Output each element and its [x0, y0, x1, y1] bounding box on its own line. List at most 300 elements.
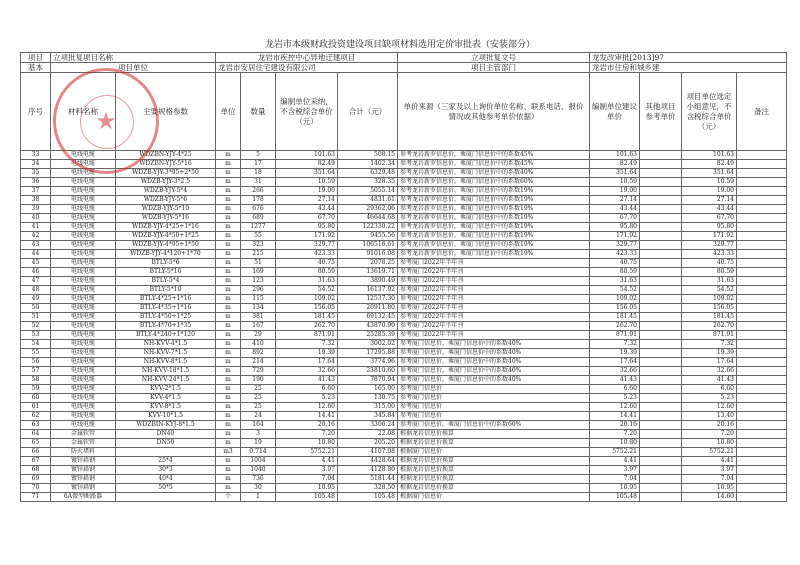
table-cell: 7.04 [682, 475, 737, 484]
table-cell: 4.41 [276, 457, 338, 466]
table-cell [640, 331, 682, 340]
table-cell: 1004 [241, 457, 276, 466]
table-cell: 18 [241, 169, 276, 178]
table-cell: NH-KVV-8*1.5 [116, 358, 216, 367]
table-cell: 67.70 [682, 214, 737, 223]
table-cell: 个 [216, 493, 241, 502]
table-cell: 参考龙岩新罗信息价，乘厦门信息价中的系数19% [398, 250, 590, 259]
table-cell: 71 [21, 493, 51, 502]
column-header: 编制单位采纳，不含税综合单价（元） [276, 73, 338, 151]
table-cell: 17.64 [276, 358, 338, 367]
table-row [21, 268, 787, 277]
table-cell: 电线电缆 [51, 385, 116, 394]
table-cell: 95.80 [276, 223, 338, 232]
table-row [21, 484, 787, 493]
table-cell: 69 [21, 475, 51, 484]
table-cell: 参考厦门信息价，乘厦门信息价中的系数60% [398, 421, 590, 430]
table-cell: 参考厦门信息价 [398, 412, 590, 421]
table-cell: 60 [21, 394, 51, 403]
table-cell: 49 [21, 295, 51, 304]
table-cell: 32.66 [590, 367, 640, 376]
table-cell [640, 439, 682, 448]
table-cell: 电线电缆 [51, 358, 116, 367]
table-cell: 电线电缆 [51, 250, 116, 259]
table-cell: 101.63 [682, 151, 737, 160]
info-value: 龙岩市疾控中心异地迁建项目 [216, 53, 398, 63]
table-cell: 70 [21, 484, 51, 493]
table-cell: 参考龙岩新罗信息价，乘厦门信息价中的系数45% [398, 151, 590, 160]
table-cell: 防火堵料 [51, 448, 116, 457]
table-cell: 25285.39 [338, 331, 398, 340]
table-cell: 14.60 [682, 493, 737, 502]
table-cell: 40.75 [682, 259, 737, 268]
table-cell: WDZBIN-KYJ-8*1.5 [116, 421, 216, 430]
table-cell: 55 [241, 232, 276, 241]
table-cell: 电线电缆 [51, 232, 116, 241]
table-cell: 47 [21, 277, 51, 286]
table-cell: m [216, 268, 241, 277]
table-cell: 5181.44 [338, 475, 398, 484]
table-row [21, 358, 787, 367]
table-cell [640, 160, 682, 169]
table-cell: 101.63 [276, 151, 338, 160]
table-cell: 35 [21, 169, 51, 178]
table-cell: 871.91 [590, 331, 640, 340]
table-cell: 7.32 [590, 340, 640, 349]
table-cell: 82.49 [590, 160, 640, 169]
table-cell: 3890.49 [338, 277, 398, 286]
table-row [21, 367, 787, 376]
table-cell: BTLY-5*10 [116, 286, 216, 295]
table-row [21, 313, 787, 322]
table-cell: 43.44 [276, 205, 338, 214]
table-cell: 参考厦门信息价，乘厦门信息价中的系数40% [398, 367, 590, 376]
table-cell: 381 [241, 313, 276, 322]
table-cell: 参考厦门2022年半年刊 [398, 286, 590, 295]
table-cell: 31 [241, 178, 276, 187]
table-cell: 电线电缆 [51, 340, 116, 349]
table-cell [640, 322, 682, 331]
table-cell: m [216, 430, 241, 439]
table-cell: 45 [21, 259, 51, 268]
table-cell [640, 421, 682, 430]
table-cell: m [216, 484, 241, 493]
table-cell: 参考厦门信息价，乘厦门信息价中的系数40% [398, 376, 590, 385]
table-cell: 电线电缆 [51, 367, 116, 376]
table-cell: WDZB-YJY-4*120+1*70 [116, 250, 216, 259]
column-header: 数量 [241, 73, 276, 151]
table-cell: m [216, 376, 241, 385]
table-cell [737, 277, 787, 286]
table-cell: 43.44 [590, 205, 640, 214]
table-cell: 25*4 [116, 457, 216, 466]
table-cell: WDZB-YJY-5*4 [116, 187, 216, 196]
table-cell: 6.60 [276, 385, 338, 394]
table-cell: DN50 [116, 439, 216, 448]
table-cell: 205.20 [338, 439, 398, 448]
table-cell: m [216, 259, 241, 268]
table-cell: 7870.94 [338, 376, 398, 385]
table-row [21, 223, 787, 232]
table-cell: m [216, 394, 241, 403]
table-cell: m [216, 214, 241, 223]
table-cell [737, 178, 787, 187]
table-cell: 30 [241, 484, 276, 493]
table-cell: 423.33 [590, 250, 640, 259]
table-cell [737, 151, 787, 160]
table-cell [640, 178, 682, 187]
table-cell: 10.80 [590, 439, 640, 448]
table-cell: 参考厦门信息价 [398, 403, 590, 412]
table-cell: 根据龙岩信息价换算 [398, 475, 590, 484]
table-cell: 金属软管 [51, 439, 116, 448]
table-cell: 46644.68 [338, 214, 398, 223]
table-cell: 电线电缆 [51, 277, 116, 286]
table-body [21, 151, 787, 502]
table-cell: m [216, 466, 241, 475]
table-cell: 64 [21, 430, 51, 439]
table-cell: 106516.61 [338, 241, 398, 250]
table-cell: 0.714 [241, 448, 276, 457]
table-cell: 镀锌扁钢 [51, 457, 116, 466]
table-cell [737, 349, 787, 358]
table-cell: 电线电缆 [51, 412, 116, 421]
table-cell: 214 [241, 358, 276, 367]
table-cell [640, 250, 682, 259]
info-value: 龙岩市住房和城乡建 [590, 63, 787, 73]
table-cell: 7.04 [590, 475, 640, 484]
table-cell [640, 223, 682, 232]
table-cell: 61 [21, 403, 51, 412]
table-cell [640, 376, 682, 385]
table-cell: 351.64 [276, 169, 338, 178]
table-cell: 10.59 [590, 178, 640, 187]
table-cell [640, 349, 682, 358]
table-cell: 31.63 [682, 277, 737, 286]
table-cell [737, 403, 787, 412]
table-cell [737, 367, 787, 376]
table-cell: 41.43 [590, 376, 640, 385]
table-cell [640, 241, 682, 250]
table-cell: 3306.24 [338, 421, 398, 430]
table-cell: 19.39 [682, 349, 737, 358]
table-row [21, 475, 787, 484]
table-cell: 4831.61 [338, 196, 398, 205]
table-cell [737, 385, 787, 394]
table-cell: 30*3 [116, 466, 216, 475]
table-cell: 729 [241, 367, 276, 376]
info-value: 龙发改审批[2013]97 [590, 53, 787, 63]
table-row [21, 394, 787, 403]
table-cell: 105.48 [338, 493, 398, 502]
table-cell [640, 187, 682, 196]
table-row [21, 178, 787, 187]
table-cell: 电线电缆 [51, 169, 116, 178]
table-cell [640, 277, 682, 286]
column-header: 单位 [216, 73, 241, 151]
table-cell: 参考厦门2022年半年刊 [398, 304, 590, 313]
table-cell: 1 [241, 493, 276, 502]
table-cell: 参考龙岩新罗信息价，乘厦门信息价中的系数45% [398, 160, 590, 169]
table-cell: 80.59 [276, 268, 338, 277]
table-cell: WDZB-YJY-3*95+2*50 [116, 169, 216, 178]
table-cell: 315.00 [338, 403, 398, 412]
table-cell [737, 493, 787, 502]
table-cell: 4107.08 [338, 448, 398, 457]
table-cell [640, 196, 682, 205]
table-cell: BTLY-4*70+1*35 [116, 322, 216, 331]
table-cell: 169 [241, 268, 276, 277]
table-cell: 262.70 [590, 322, 640, 331]
table-row [21, 232, 787, 241]
table-cell [737, 322, 787, 331]
table-cell: 4.41 [682, 457, 737, 466]
table-cell: 329.77 [682, 241, 737, 250]
table-cell [640, 430, 682, 439]
table-cell: m3 [216, 448, 241, 457]
table-cell: 328.35 [338, 178, 398, 187]
table-cell: 参考龙岩新罗信息价，乘厦门信息价中的系数19% [398, 223, 590, 232]
table-cell: 12537.30 [338, 295, 398, 304]
table-cell: 根据厦门信息价 [398, 493, 590, 502]
table-cell [737, 376, 787, 385]
table-cell: WDZB-YJY-4*50+1*25 [116, 232, 216, 241]
table-cell [640, 412, 682, 421]
table-cell: 20911.80 [338, 304, 398, 313]
table-cell: 156.05 [276, 304, 338, 313]
table-cell: 参考厦门信息价，乘厦门信息价中的系数40% [398, 349, 590, 358]
table-cell: m [216, 187, 241, 196]
table-cell [737, 421, 787, 430]
table-cell: 57 [21, 367, 51, 376]
table-cell: 59 [21, 385, 51, 394]
table-cell: BTLY-4*240+1*120 [116, 331, 216, 340]
table-cell: KVV-4*1.5 [116, 394, 216, 403]
info-label: 项目主管部门 [398, 63, 590, 73]
table-row [21, 403, 787, 412]
table-cell: 7.20 [682, 430, 737, 439]
table-cell [737, 457, 787, 466]
table-cell: 55 [21, 349, 51, 358]
table-cell: m [216, 322, 241, 331]
table-cell: 6.60 [590, 385, 640, 394]
table-cell: 3 [241, 430, 276, 439]
table-cell: 51 [21, 313, 51, 322]
table-cell [737, 250, 787, 259]
table-cell: WDZB-YJY-3*2.5 [116, 178, 216, 187]
table-cell: 27.14 [682, 196, 737, 205]
table-cell: 95.80 [682, 223, 737, 232]
table-cell: 329.77 [590, 241, 640, 250]
table-cell [737, 196, 787, 205]
table-cell [640, 457, 682, 466]
table-cell: 871.91 [276, 331, 338, 340]
table-cell: 参考龙岩新罗信息价，乘厦门信息价中的系数60% [398, 178, 590, 187]
table-cell: 65 [21, 439, 51, 448]
table-cell [116, 448, 216, 457]
table-cell: 6329.48 [338, 169, 398, 178]
table-cell: 参考厦门信息价，乘厦门信息价中的系数40% [398, 340, 590, 349]
table-cell: NH-KVV-24*1.5 [116, 376, 216, 385]
table-cell: 5.23 [682, 394, 737, 403]
table-cell: 44 [21, 250, 51, 259]
table-cell: 电线电缆 [51, 196, 116, 205]
column-header: 单价来源（三家及以上询价单位名称、联系电话、报价情况或其他参考单价依据） [398, 73, 590, 151]
table-cell: 电线电缆 [51, 394, 116, 403]
table-cell: 134 [241, 304, 276, 313]
table-cell [737, 259, 787, 268]
table-cell: 电线电缆 [51, 187, 116, 196]
table-cell: 根据龙岩信息价换算 [398, 457, 590, 466]
table-cell [640, 394, 682, 403]
column-header: 备注 [737, 73, 787, 151]
table-cell: m [216, 412, 241, 421]
column-header: 其他项目参考单价 [640, 73, 682, 151]
table-cell: 5.23 [276, 394, 338, 403]
table-cell: 3.97 [590, 466, 640, 475]
table-cell: 25 [241, 394, 276, 403]
table-cell: 423.33 [276, 250, 338, 259]
info-row [21, 53, 787, 63]
table-cell: 7.32 [682, 340, 737, 349]
table-row [21, 214, 787, 223]
column-header: 主要规格参数 [116, 73, 216, 151]
table-cell: 镀锌扁钢 [51, 484, 116, 493]
table-cell: 871.91 [682, 331, 737, 340]
table-cell: 54.52 [276, 286, 338, 295]
table-cell: 43870.90 [338, 322, 398, 331]
table-cell: 122330.22 [338, 223, 398, 232]
table-cell: 165.00 [338, 385, 398, 394]
table-cell: 5055.14 [338, 187, 398, 196]
table-cell: 109.02 [590, 295, 640, 304]
table-cell: 31.63 [590, 277, 640, 286]
page-title: 龙岩市本级财政投资建设项目缺项材料选用定价审批表（安装部分） [264, 40, 535, 50]
table-cell: 3002.02 [338, 340, 398, 349]
table-cell: 38 [21, 196, 51, 205]
table-cell: 4.41 [590, 457, 640, 466]
table-cell: m [216, 349, 241, 358]
table-cell: 参考厦门2022年半年刊 [398, 268, 590, 277]
table-cell: 23810.60 [338, 367, 398, 376]
table-cell: 16137.92 [338, 286, 398, 295]
table-cell: 13619.71 [338, 268, 398, 277]
table-cell: 1040 [241, 466, 276, 475]
table-cell: 171.92 [682, 232, 737, 241]
table-cell [640, 232, 682, 241]
table-cell: 109.02 [276, 295, 338, 304]
table-row [21, 196, 787, 205]
table-cell: KVV-10*1.5 [116, 412, 216, 421]
info-value: 龙岩市安居住宅建设有限公司 [216, 63, 398, 73]
table-cell: 892 [241, 349, 276, 358]
table-cell: WDZBN-YJY-5*16 [116, 160, 216, 169]
table-cell: 金属软管 [51, 430, 116, 439]
table-cell: 参考厦门2022年半年刊 [398, 331, 590, 340]
info-cell: 基本 [21, 63, 51, 73]
table-cell: 50 [21, 304, 51, 313]
table-cell: 109.02 [682, 295, 737, 304]
table-cell: 6A微型断路器 [51, 493, 116, 502]
table-cell [737, 160, 787, 169]
table-cell: 镀锌扁钢 [51, 475, 116, 484]
table-cell: m [216, 340, 241, 349]
table-cell: NH-KVV-4*1.5 [116, 340, 216, 349]
table-cell [640, 484, 682, 493]
table-cell: 67.70 [276, 214, 338, 223]
table-cell: WDZB-YJY-4*25+1*16 [116, 223, 216, 232]
table-cell: 266 [241, 187, 276, 196]
table-cell: 34 [21, 160, 51, 169]
table-cell: m [216, 421, 241, 430]
table-cell: 电线电缆 [51, 421, 116, 430]
project-info [21, 53, 787, 73]
table-cell: 14.41 [276, 412, 338, 421]
table-cell: 410 [241, 340, 276, 349]
table-cell: m [216, 169, 241, 178]
column-header: 合计（元） [338, 73, 398, 151]
table-cell: 22.08 [338, 430, 398, 439]
table-cell: 参考龙岩新罗信息价，乘厦门信息价中的系数19% [398, 205, 590, 214]
table-cell: m [216, 385, 241, 394]
table-cell: m [216, 178, 241, 187]
table-cell: m [216, 295, 241, 304]
table-cell [737, 394, 787, 403]
table-cell: 电线电缆 [51, 322, 116, 331]
table-cell: 10.95 [276, 484, 338, 493]
table-cell: 345.84 [338, 412, 398, 421]
table-cell: m [216, 277, 241, 286]
table-cell: 参考厦门2022年半年刊 [398, 277, 590, 286]
table-row [21, 286, 787, 295]
table-cell [737, 313, 787, 322]
table-cell: 根据龙岩信息价换算 [398, 466, 590, 475]
table-cell [737, 286, 787, 295]
column-header: 项目单位选定小组意见，不含税综合单价（元） [682, 73, 737, 151]
info-cell: 项目 [21, 53, 51, 63]
table-cell: 37 [21, 187, 51, 196]
table-cell: 43 [21, 241, 51, 250]
table-cell: BTLY-4*25+1*16 [116, 295, 216, 304]
seal-star-icon: ★ [95, 107, 117, 135]
table-cell: WDZB-YJY-5*6 [116, 196, 216, 205]
table-cell: 41.43 [682, 376, 737, 385]
table-cell: 参考龙岩新罗信息价，乘厦门信息价中的系数19% [398, 196, 590, 205]
info-label: 项目单位 [51, 63, 216, 73]
table-cell: m [216, 223, 241, 232]
table-row [21, 412, 787, 421]
table-cell: 215 [241, 250, 276, 259]
table-cell: 105.48 [276, 493, 338, 502]
table-cell: 181.45 [590, 313, 640, 322]
table-cell: 13.40 [682, 412, 737, 421]
table-row [21, 205, 787, 214]
table-cell: KVV-8*1.5 [116, 403, 216, 412]
table-cell: 40 [21, 214, 51, 223]
table-cell: 262.70 [276, 322, 338, 331]
table-cell: 参考厦门信息价 [398, 394, 590, 403]
table-cell [640, 304, 682, 313]
table-cell: 676 [241, 205, 276, 214]
table-cell: 54.52 [590, 286, 640, 295]
table-cell [640, 340, 682, 349]
table-cell: 67.70 [590, 214, 640, 223]
table-cell: 7.20 [590, 430, 640, 439]
table-cell: 2078.25 [338, 259, 398, 268]
table-row [21, 304, 787, 313]
table-cell [640, 151, 682, 160]
table-cell: 参考厦门2022年半年刊 [398, 295, 590, 304]
